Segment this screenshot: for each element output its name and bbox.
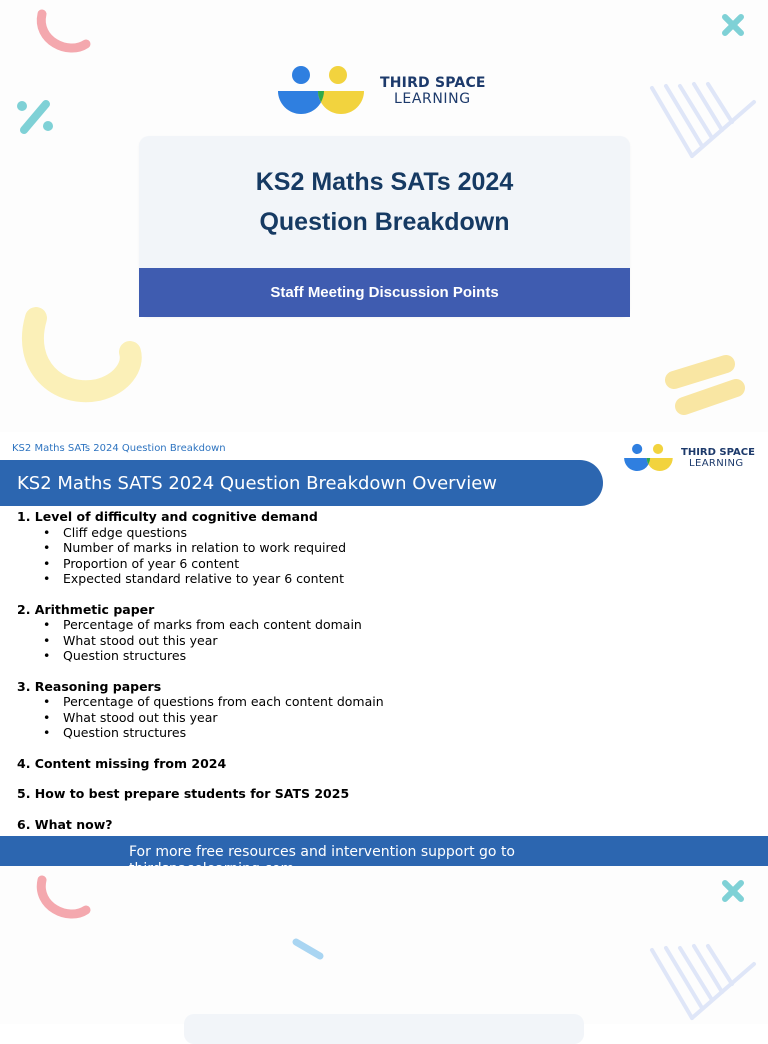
overview-slide xyxy=(0,432,768,866)
cross-decoration xyxy=(720,878,746,904)
logo-mark-icon xyxy=(276,64,368,118)
bullet-list xyxy=(17,617,617,664)
pink-arc-decoration xyxy=(34,872,92,924)
breadcrumb: KS2 Maths SATs 2024 Question Breakdown xyxy=(12,443,226,454)
list-item: • Question structures xyxy=(17,725,617,741)
subtitle-label: Staff Meeting Discussion Points xyxy=(270,284,499,301)
bullet-list xyxy=(17,525,617,587)
bullet-list xyxy=(17,694,617,741)
overview-banner xyxy=(0,460,603,506)
list-item: • Percentage of marks from each content domain xyxy=(17,617,617,633)
third-space-learning-logo xyxy=(276,64,486,118)
lines-decoration xyxy=(644,942,760,1026)
list-item: • Proportion of year 6 content xyxy=(17,556,617,572)
title-card xyxy=(139,136,630,317)
logo-mark-icon xyxy=(623,442,675,474)
footer-text: For more free resources and intervention support go to xyxy=(129,844,515,860)
yellow-arc-decoration xyxy=(18,306,148,406)
logo-small-line2: LEARNING xyxy=(689,458,744,469)
banner-title: KS2 Maths SATS 2024 Question Breakdown Overview xyxy=(17,472,498,494)
list-item: • What stood out this year xyxy=(17,633,617,649)
title-line-2: Question Breakdown xyxy=(259,208,510,236)
list-item: • Percentage of questions from each content domain xyxy=(17,694,617,710)
blue-dash-decoration xyxy=(290,936,326,962)
third-space-learning-logo-small xyxy=(623,442,755,474)
yellow-bars-decoration xyxy=(660,350,750,420)
title-slide xyxy=(0,0,768,432)
section-heading: 4. Content missing from 2024 xyxy=(17,755,227,771)
footer-bar xyxy=(0,836,768,866)
logo-line2: LEARNING xyxy=(394,91,471,107)
section-heading: 5. How to best prepare students for SATS 2025 xyxy=(17,786,350,801)
next-slide-preview xyxy=(0,866,768,1024)
logo-small-line1: THIRD SPACE xyxy=(681,447,755,458)
list-item: • Question structures xyxy=(17,648,617,664)
list-item: • Number of marks in relation to work required xyxy=(17,540,617,556)
title-line-1: KS2 Maths SATs 2024 xyxy=(255,168,514,196)
section-heading: 6. What now? xyxy=(17,816,113,832)
list-item: • Cliff edge questions xyxy=(17,525,617,541)
subtitle-band xyxy=(139,268,630,317)
percent-decoration xyxy=(14,96,56,138)
discussion-points xyxy=(17,509,617,832)
section-heading: 3. Reasoning papers xyxy=(17,678,162,694)
cross-decoration xyxy=(720,12,746,38)
lines-decoration xyxy=(644,80,760,164)
title-card-edge xyxy=(184,1014,584,1044)
pink-arc-decoration xyxy=(34,6,92,58)
list-item: • What stood out this year xyxy=(17,710,617,726)
section-heading: 1. Level of difficulty and cognitive demand xyxy=(17,509,318,524)
logo-line1: THIRD SPACE xyxy=(380,74,486,91)
list-item: • Expected standard relative to year 6 content xyxy=(17,571,617,587)
section-heading: 2. Arithmetic paper xyxy=(17,601,155,617)
